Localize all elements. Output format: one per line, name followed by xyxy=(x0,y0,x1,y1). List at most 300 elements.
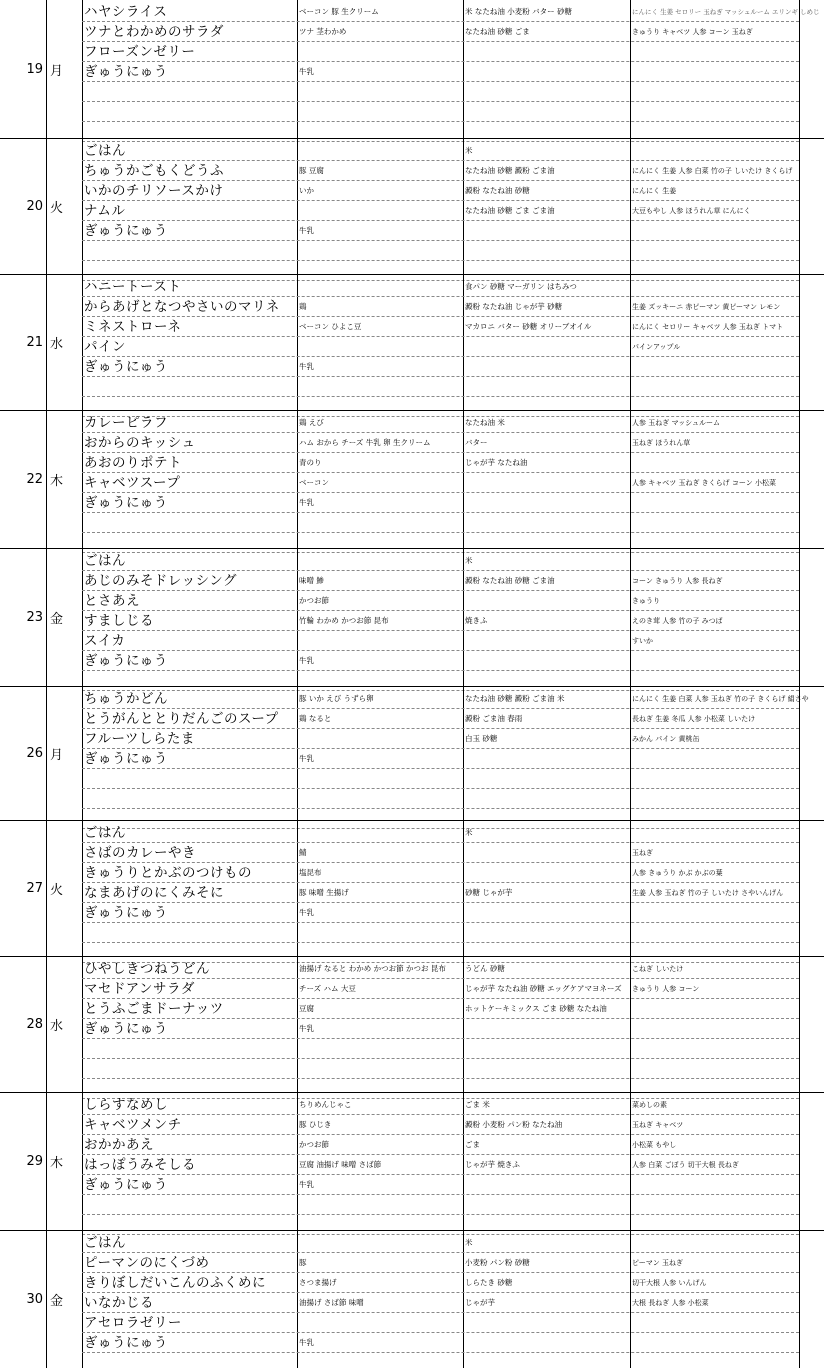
green-group-cell: にんにく 生姜 人参 白菜 竹の子 しいたけ きくらげ xyxy=(632,167,793,175)
weekday-cell: 月 xyxy=(50,748,64,763)
green-group-cell xyxy=(632,1195,798,1215)
date-cell xyxy=(0,821,46,956)
green-group-cell: こねぎ しいたけ xyxy=(632,965,684,973)
table-row xyxy=(82,1039,799,1059)
date-cell xyxy=(0,1231,46,1368)
dish-cell xyxy=(84,769,296,789)
table-row xyxy=(82,959,799,979)
green-group-cell xyxy=(632,357,798,377)
date-cell xyxy=(0,1093,46,1230)
red-group-cell: 竹輪 わかめ かつお節 昆布 xyxy=(299,616,389,625)
day-block xyxy=(0,1092,824,1230)
red-group-cell xyxy=(299,631,462,651)
table-row xyxy=(82,1095,799,1115)
dish-cell: あおのりポテト xyxy=(84,455,182,471)
red-group-cell: チーズ ハム 大豆 xyxy=(299,984,356,993)
yellow-group-cell: なたね油 砂糖 澱粉 ごま油 xyxy=(465,166,555,175)
dish-cell: パイン xyxy=(84,339,126,355)
green-group-cell: きゅうり 人参 コーン xyxy=(632,985,700,993)
table-row xyxy=(82,749,799,769)
yellow-group-cell xyxy=(465,1175,629,1195)
dish-cell: キャベツスープ xyxy=(84,475,181,491)
date-number: 26 xyxy=(26,746,43,761)
yellow-group-cell: しらたき 砂糖 xyxy=(465,1278,513,1287)
red-group-cell: 味噌 鯵 xyxy=(299,576,324,585)
dish-cell: ミネストローネ xyxy=(84,319,182,335)
day-block xyxy=(0,410,824,548)
column-divider xyxy=(799,549,800,686)
yellow-group-cell xyxy=(465,749,629,769)
green-group-cell: 長ねぎ 生姜 冬瓜 人参 小松菜 しいたけ xyxy=(632,715,756,723)
dish-cell: おからのキッシュ xyxy=(84,435,196,451)
yellow-group-cell: じゃが芋 xyxy=(465,1298,495,1307)
dish-cell xyxy=(84,1195,296,1215)
green-group-cell: きゅうり xyxy=(632,597,660,605)
date-cell xyxy=(0,549,46,686)
table-row xyxy=(82,377,799,397)
red-group-cell xyxy=(299,337,462,357)
day-block xyxy=(0,1230,824,1368)
table-row xyxy=(82,201,799,221)
table-row xyxy=(82,611,799,631)
table-row xyxy=(82,493,799,513)
table-row xyxy=(82,337,799,357)
green-group-cell xyxy=(632,1059,798,1079)
yellow-group-cell: なたね油 米 xyxy=(465,418,505,427)
yellow-group-cell xyxy=(465,903,629,923)
yellow-group-cell xyxy=(465,102,629,122)
date-number: 23 xyxy=(26,610,43,625)
red-group-cell: 油揚げ さば節 味噌 xyxy=(299,1298,364,1307)
red-group-cell: 鶏 えび xyxy=(299,418,324,427)
green-group-cell xyxy=(632,377,798,397)
yellow-group-cell: マカロニ バター 砂糖 オリーブオイル xyxy=(465,322,592,331)
green-group-cell: 人参 きゅうり かぶ かぶの葉 xyxy=(632,869,723,877)
date-number: 20 xyxy=(26,199,43,214)
dish-cell: ぎゅうにゅう xyxy=(84,359,168,375)
green-group-cell: 玉ねぎ ほうれん草 xyxy=(632,439,691,447)
table-row xyxy=(82,999,799,1019)
yellow-group-cell: 米 xyxy=(465,828,473,837)
red-group-cell: ベーコン 豚 生クリーム xyxy=(299,7,379,16)
green-group-cell xyxy=(632,1175,798,1195)
table-row xyxy=(82,551,799,571)
green-group-cell xyxy=(632,141,798,161)
yellow-group-cell xyxy=(465,62,629,82)
yellow-group-cell xyxy=(465,651,629,671)
column-divider xyxy=(799,1231,800,1368)
dish-cell: とうがんととりだんごのスープ xyxy=(84,711,279,727)
green-group-cell: にんにく 生姜 セロリー 玉ねぎ マッシュルーム エリンギ しめじ xyxy=(632,8,820,16)
green-group-cell: 玉ねぎ xyxy=(632,849,653,857)
weekday-cell: 木 xyxy=(50,474,64,489)
red-group-cell: ちりめんじゃこ xyxy=(299,1100,352,1109)
yellow-group-cell: 澱粉 小麦粉 パン粉 なたね油 xyxy=(465,1120,563,1129)
yellow-group-cell xyxy=(465,493,629,513)
dish-cell: とさあえ xyxy=(84,593,140,609)
date-number: 28 xyxy=(26,1017,43,1032)
red-group-cell: かつお節 xyxy=(299,596,329,605)
yellow-group-cell: ごま 米 xyxy=(465,1100,490,1109)
green-group-cell xyxy=(632,1313,798,1333)
date-number: 29 xyxy=(26,1154,43,1169)
red-group-cell: 牛乳 xyxy=(299,908,314,917)
table-row xyxy=(82,789,799,809)
red-group-cell xyxy=(299,241,462,261)
green-group-cell xyxy=(632,551,798,571)
yellow-group-cell xyxy=(465,221,629,241)
red-group-cell: ツナ 茎わかめ xyxy=(299,27,347,36)
dish-cell: ぎゅうにゅう xyxy=(84,1021,168,1037)
yellow-group-cell xyxy=(465,82,629,102)
yellow-group-cell xyxy=(465,631,629,651)
weekday-cell: 月 xyxy=(50,63,64,79)
red-group-cell: ハム おから チーズ 牛乳 卵 生クリーム xyxy=(299,438,431,447)
green-group-cell: コーン きゅうり 人参 長ねぎ xyxy=(632,577,723,585)
date-cell xyxy=(0,275,46,410)
red-group-cell: 鯖 xyxy=(299,848,307,857)
dish-cell: おかかあえ xyxy=(84,1137,154,1153)
table-row xyxy=(82,1115,799,1135)
table-row xyxy=(82,317,799,337)
day-block xyxy=(0,956,824,1092)
red-group-cell xyxy=(299,141,462,161)
red-group-cell xyxy=(299,1313,462,1333)
column-divider xyxy=(799,275,800,410)
green-group-cell xyxy=(632,823,798,843)
green-group-cell xyxy=(632,453,798,473)
red-group-cell: ベーコン ひよこ豆 xyxy=(299,322,362,331)
red-group-cell: さつま揚げ xyxy=(299,1278,337,1287)
table-row xyxy=(82,1333,799,1353)
date-cell xyxy=(0,0,46,138)
day-block xyxy=(0,274,824,410)
date-cell xyxy=(0,687,46,820)
dish-cell: スイカ xyxy=(84,633,126,649)
table-row xyxy=(82,82,799,102)
day-block xyxy=(0,0,824,138)
weekday-cell: 火 xyxy=(50,883,64,898)
yellow-group-cell: 米 xyxy=(465,556,473,565)
red-group-cell xyxy=(299,277,462,297)
table-row xyxy=(82,1253,799,1273)
yellow-group-cell: うどん 砂糖 xyxy=(465,964,505,973)
red-group-cell: 豆腐 油揚げ 味噌 さば節 xyxy=(299,1160,382,1169)
dish-cell: キャベツメンチ xyxy=(84,1117,182,1133)
dish-cell: ぎゅうにゅう xyxy=(84,653,168,669)
yellow-group-cell xyxy=(465,1313,629,1333)
day-block xyxy=(0,820,824,956)
dish-cell: マセドアンサラダ xyxy=(84,981,195,997)
table-row xyxy=(82,181,799,201)
weekday-cell: 水 xyxy=(50,337,64,352)
green-group-cell: えのき茸 人参 竹の子 みつば xyxy=(632,617,723,625)
red-group-cell xyxy=(299,1233,462,1253)
yellow-group-cell xyxy=(465,843,629,863)
green-group-cell xyxy=(632,221,798,241)
dish-cell: ぎゅうにゅう xyxy=(84,751,168,767)
green-group-cell xyxy=(632,923,798,943)
table-row xyxy=(82,903,799,923)
green-group-cell: にんにく セロリー キャベツ 人参 玉ねぎ トマト xyxy=(632,323,784,331)
day-block xyxy=(0,138,824,274)
dish-cell xyxy=(84,82,296,102)
red-group-cell: 牛乳 xyxy=(299,362,314,371)
dish-cell: ひやしきつねうどん xyxy=(84,961,210,977)
weekday-cell: 金 xyxy=(50,1294,64,1309)
table-row xyxy=(82,102,799,122)
dish-cell xyxy=(84,377,296,397)
table-row xyxy=(82,923,799,943)
dish-cell: ハヤシライス xyxy=(84,4,168,20)
table-row xyxy=(82,591,799,611)
table-row xyxy=(82,1313,799,1333)
yellow-group-cell: 砂糖 じゃが芋 xyxy=(465,888,513,897)
green-group-cell: 生姜 ズッキーニ 赤ピーマン 黄ピーマン レモン xyxy=(632,303,781,311)
red-group-cell: ベーコン xyxy=(299,478,329,487)
green-group-cell xyxy=(632,749,798,769)
yellow-group-cell xyxy=(465,769,629,789)
dish-cell: すましじる xyxy=(84,613,154,629)
green-group-cell: 菜めしの素 xyxy=(632,1101,667,1109)
dish-cell xyxy=(84,1059,296,1079)
dish-cell: きゅうりとかぶのつけもの xyxy=(84,865,252,881)
table-row xyxy=(82,689,809,709)
dish-cell: はっぽうみそしる xyxy=(84,1157,196,1173)
yellow-group-cell xyxy=(465,473,629,493)
weekday-cell: 金 xyxy=(50,612,64,627)
dish-cell: フルーツしらたま xyxy=(84,731,195,747)
yellow-group-cell: 澱粉 ごま油 春雨 xyxy=(465,714,523,723)
red-group-cell: 牛乳 xyxy=(299,656,314,665)
yellow-group-cell xyxy=(465,42,629,62)
weekday-cell: 火 xyxy=(50,201,64,216)
red-group-cell: 鶏 xyxy=(299,302,307,311)
dish-cell: ごはん xyxy=(84,143,126,159)
green-group-cell: 大豆もやし 人参 ほうれん草 にんにく xyxy=(632,207,751,215)
table-row xyxy=(82,709,799,729)
red-group-cell xyxy=(299,1039,462,1059)
column-divider xyxy=(799,821,800,956)
red-group-cell: 塩昆布 xyxy=(299,868,322,877)
dish-cell: さばのカレーやき xyxy=(84,845,196,861)
yellow-group-cell: 焼きふ xyxy=(465,616,488,625)
green-group-cell: 人参 白菜 ごぼう 切干大根 長ねぎ xyxy=(632,1161,739,1169)
table-row xyxy=(82,843,799,863)
red-group-cell: 豚 味噌 生揚げ xyxy=(299,888,349,897)
table-row xyxy=(82,221,799,241)
yellow-group-cell xyxy=(465,513,629,533)
green-group-cell xyxy=(632,651,798,671)
day-block xyxy=(0,548,824,686)
red-group-cell: 牛乳 xyxy=(299,67,314,76)
green-group-cell: みかん パイン 黄桃缶 xyxy=(632,735,700,743)
red-group-cell xyxy=(299,769,462,789)
red-group-cell: 豚 ひじき xyxy=(299,1120,332,1129)
weekday-cell: 水 xyxy=(50,1019,64,1034)
date-cell xyxy=(0,957,46,1092)
red-group-cell: 牛乳 xyxy=(299,1338,314,1347)
yellow-group-cell: 小麦粉 パン粉 砂糖 xyxy=(465,1258,530,1267)
yellow-group-cell: 米 xyxy=(465,1238,473,1247)
dish-cell xyxy=(84,923,296,943)
table-row xyxy=(82,1175,799,1195)
red-group-cell xyxy=(299,789,462,809)
dish-cell: ぎゅうにゅう xyxy=(84,223,168,239)
dish-cell: ぎゅうにゅう xyxy=(84,64,168,80)
yellow-group-cell: 白玉 砂糖 xyxy=(465,734,498,743)
yellow-group-cell xyxy=(465,1019,629,1039)
green-group-cell xyxy=(632,513,798,533)
green-group-cell: きゅうり キャベツ 人参 コーン 玉ねぎ xyxy=(632,28,753,36)
green-group-cell xyxy=(632,493,798,513)
table-row xyxy=(82,1019,799,1039)
yellow-group-cell xyxy=(465,241,629,261)
green-group-cell: にんにく 生姜 白菜 人参 玉ねぎ 竹の子 きくらげ 絹さや xyxy=(632,695,809,703)
yellow-group-cell: ホットケーキミックス ごま 砂糖 なたね油 xyxy=(465,1004,607,1013)
yellow-group-cell xyxy=(465,1195,629,1215)
dish-cell: フローズンゼリー xyxy=(84,44,196,60)
yellow-group-cell xyxy=(465,923,629,943)
red-group-cell xyxy=(299,729,462,749)
dish-cell: あじのみそドレッシング xyxy=(84,573,237,589)
red-group-cell xyxy=(299,513,462,533)
red-group-cell xyxy=(299,823,462,843)
table-row xyxy=(82,161,799,181)
green-group-cell: すいか xyxy=(632,637,653,645)
date-cell xyxy=(0,139,46,274)
yellow-group-cell xyxy=(465,1059,629,1079)
table-row xyxy=(82,357,799,377)
table-row xyxy=(82,62,799,82)
yellow-group-cell: じゃが芋 なたね油 xyxy=(465,458,528,467)
dish-cell: ぎゅうにゅう xyxy=(84,495,168,511)
dish-cell: ツナとわかめのサラダ xyxy=(84,24,224,40)
date-number: 22 xyxy=(26,472,43,487)
green-group-cell xyxy=(632,42,798,62)
dish-cell xyxy=(84,102,296,122)
red-group-cell: 牛乳 xyxy=(299,1024,314,1033)
red-group-cell: 鶏 なると xyxy=(299,714,332,723)
red-group-cell: 青のり xyxy=(299,458,322,467)
dish-cell: カレーピラフ xyxy=(84,415,168,431)
red-group-cell: 豆腐 xyxy=(299,1004,314,1013)
green-group-cell xyxy=(632,769,798,789)
green-group-cell xyxy=(632,62,798,82)
table-row xyxy=(82,141,799,161)
dish-cell: きりぼしだいこんのふくめに xyxy=(84,1275,266,1291)
yellow-group-cell xyxy=(465,1039,629,1059)
red-group-cell xyxy=(299,42,462,62)
red-group-cell: いか xyxy=(299,186,314,195)
red-group-cell: かつお節 xyxy=(299,1140,329,1149)
red-group-cell: 油揚げ なると わかめ かつお節 かつお 昆布 xyxy=(299,964,446,973)
table-row xyxy=(82,1233,799,1253)
table-row xyxy=(82,631,799,651)
column-divider xyxy=(799,957,800,1092)
green-group-cell xyxy=(632,241,798,261)
table-row xyxy=(82,883,799,903)
yellow-group-cell xyxy=(465,863,629,883)
table-row xyxy=(82,413,799,433)
dish-cell: ぎゅうにゅう xyxy=(84,1177,168,1193)
green-group-cell xyxy=(632,1019,798,1039)
red-group-cell: 豚 いか えび うずら卵 xyxy=(299,694,374,703)
green-group-cell xyxy=(632,903,798,923)
dish-cell: いかのチリソースかけ xyxy=(84,183,224,199)
red-group-cell xyxy=(299,201,462,221)
yellow-group-cell xyxy=(465,337,629,357)
yellow-group-cell xyxy=(465,1333,629,1353)
dish-cell: ごはん xyxy=(84,825,126,841)
table-row xyxy=(82,241,799,261)
green-group-cell: 玉ねぎ キャベツ xyxy=(632,1121,684,1129)
date-number: 27 xyxy=(26,881,43,896)
green-group-cell xyxy=(632,1233,798,1253)
green-group-cell: 小松菜 もやし xyxy=(632,1141,677,1149)
day-block xyxy=(0,686,824,820)
dish-cell: アセロラゼリー xyxy=(84,1315,182,1331)
dish-cell: ちゅうかどん xyxy=(84,691,168,707)
yellow-group-cell xyxy=(465,377,629,397)
table-row xyxy=(82,1195,799,1215)
yellow-group-cell: ごま xyxy=(465,1140,480,1149)
red-group-cell: 牛乳 xyxy=(299,498,314,507)
date-number: 21 xyxy=(26,335,43,350)
dish-cell: ごはん xyxy=(84,553,126,569)
dish-cell: しらすなめし xyxy=(84,1097,168,1113)
dish-cell: ナムル xyxy=(84,203,126,219)
yellow-group-cell: なたね油 砂糖 澱粉 ごま油 米 xyxy=(465,694,565,703)
table-row xyxy=(82,729,799,749)
table-row xyxy=(82,651,799,671)
table-row xyxy=(82,1135,799,1155)
dish-cell xyxy=(84,1039,296,1059)
red-group-cell: 豚 xyxy=(299,1258,307,1267)
date-number: 19 xyxy=(26,61,43,77)
column-divider xyxy=(799,139,800,274)
dish-cell: いなかじる xyxy=(84,1295,154,1311)
weekday-cell: 木 xyxy=(50,1156,64,1171)
date-number: 30 xyxy=(26,1292,43,1307)
yellow-group-cell xyxy=(465,357,629,377)
red-group-cell: 牛乳 xyxy=(299,754,314,763)
red-group-cell xyxy=(299,1195,462,1215)
green-group-cell xyxy=(632,1039,798,1059)
table-row xyxy=(82,1059,799,1079)
dish-cell: とうふごまドーナッツ xyxy=(84,1001,224,1017)
dish-cell: ごはん xyxy=(84,1235,126,1251)
table-row xyxy=(82,277,799,297)
date-cell xyxy=(0,411,46,548)
red-group-cell: 牛乳 xyxy=(299,226,314,235)
dish-cell: ぎゅうにゅう xyxy=(84,1335,168,1351)
green-group-cell: にんにく 生姜 xyxy=(632,187,677,195)
red-group-cell xyxy=(299,1059,462,1079)
dish-cell xyxy=(84,789,296,809)
table-row xyxy=(82,513,799,533)
table-row xyxy=(82,433,799,453)
dish-cell: ちゅうかごもくどうふ xyxy=(84,163,224,179)
yellow-group-cell: なたね油 砂糖 ごま xyxy=(465,27,530,36)
red-group-cell xyxy=(299,102,462,122)
red-group-cell xyxy=(299,377,462,397)
green-group-cell xyxy=(632,789,798,809)
table-row xyxy=(82,769,799,789)
red-group-cell: 豚 豆腐 xyxy=(299,166,324,175)
dish-cell xyxy=(84,241,296,261)
red-group-cell xyxy=(299,551,462,571)
